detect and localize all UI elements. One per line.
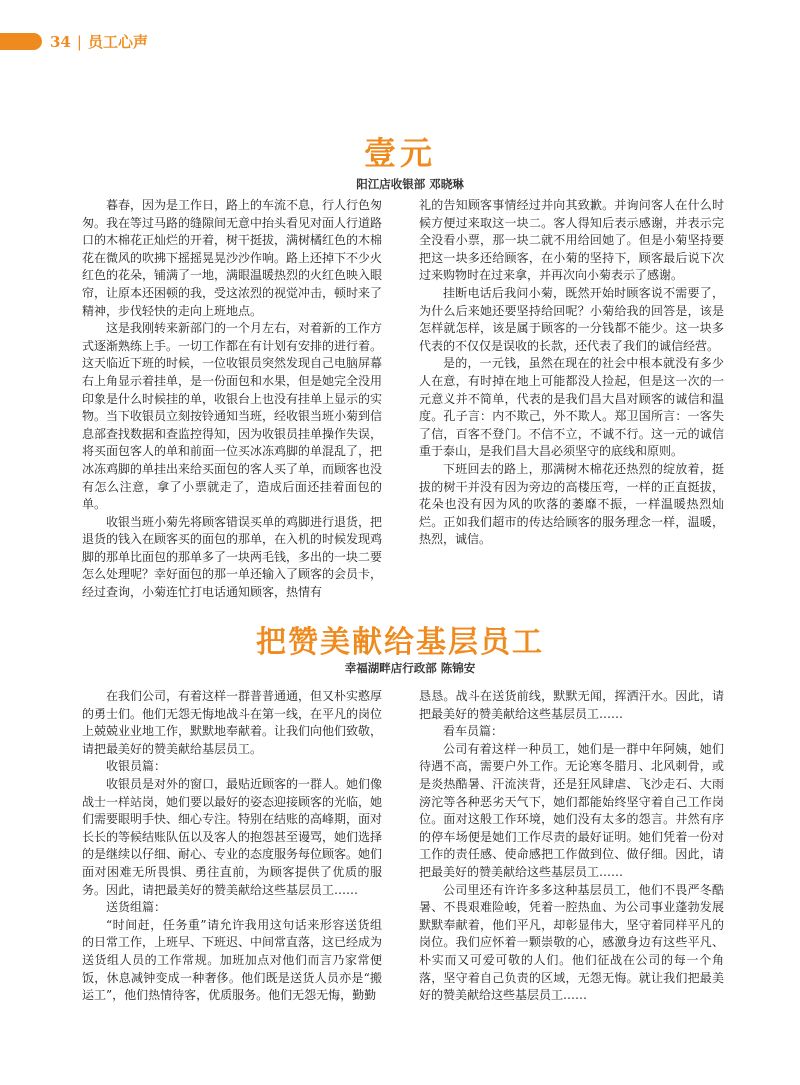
page-header <box>50 31 148 52</box>
paragraph: 收银员是对外的窗口，最贴近顾客的一群人。她们像战士一样站岗，她们要以最好的姿态迎接顾客的光临，她们需要眼明手快、细心专注。特别在结账的高峰期，面对长长的等候结账队伍以及客人的抱怨甚至谩骂，她们选择的是继续以仔细、耐心、专业的态度服务每位顾客。她们面对困难无所畏惧、勇往直前，为顾客提供了优质的服务。因此，请把最美好的赞美献给这些基层员工…… <box>82 776 383 897</box>
header-accent-bar <box>0 33 42 50</box>
paragraph: 挂断电话后我问小菊，既然开始时顾客说不需要了，为什么后来她还要坚持给回呢？小菊给我的回答是，该是怎样就怎样，该是属于顾客的一分钱都不能少。这一块多代表的不仅仅是误收的长款，还代表了我们的诚信经营。 <box>419 285 724 353</box>
paragraph: 恳恳。战斗在送货前线，默默无闻，挥洒汗水。因此，请把最美好的赞美献给这些基层员工…… <box>419 689 724 721</box>
subheading: 收银员篇： <box>106 759 167 774</box>
article2-left-column <box>82 688 382 1005</box>
article1-byline: 阳江店收银部 邓晓琳 <box>356 177 464 191</box>
paragraph: 公司有着这样一种员工，她们是一群中年阿姨，她们待遇不高，需要户外工作。无论寒冬腊月、北风刺骨，或是炎热酷暑、汗流浃背，还是狂风肆虐、飞沙走石、大雨滂沱等各种恶劣天气下，她们都能始终坚守着自己工作岗位。面对这般工作环境，她们没有太多的怨言。井然有序的停车场便是她们工作尽责的最好证明。她们凭着一份对工作的责任感、使命感把工作做到位、做仔细。因此，请把最美好的赞美献给这些基层员工…… <box>419 741 724 879</box>
article1-title: 壹元 <box>363 134 436 172</box>
paragraph: 暮春，因为是工作日，路上的车流不息，行人行色匆匆。我在等过马路的缝隙间无意中抬头看见对面人行道路口的木棉花正灿烂的开着，树干挺拔，满树橘红色的木棉花在微风的吹拂下摇摇晃晃沙沙作响。路上还掉下不少火红色的花朵，铺满了一地，满眼温暖热烈的火红色映入眼帘，让原本还困顿的我，受这浓烈的视觉冲击，顿时来了精神，步伐轻快的走向上班地点。 <box>82 198 383 318</box>
paragraph: 礼的告知顾客事情经过并向其致歉。并询问客人在什么时候方便过来取这一块二。客人得知后表示感谢，并表示完全没看小票，那一块二就不用给回她了。但是小菊坚持要把这一块多还给顾客，在小菊的坚持下，顾客最后说下次过来购物时在过来拿，并再次向小菊表示了感谢。 <box>419 198 724 283</box>
subheading: 送货组篇： <box>106 900 167 915</box>
header-separator: | <box>76 33 82 51</box>
paragraph: “时间赶，任务重”请允许我用这句话来形容送货组的日常工作，上班早、下班迟、中间常直落，这已经成为送货组人员的工作常规。加班加点对他们而言乃家常便饭，休息减钟变成一种奢侈。他们既是送货人员亦是“搬运工”，他们热情待客，优质服务。他们无怨无悔，勤勤 <box>82 917 383 1003</box>
paragraph: 这是我刚转来新部门的一个月左右，对着新的工作方式逐渐熟练上手。一切工作都在有计划有安排的进行着。这天临近下班的时候，一位收银员突然发现自己电脑屏幕右上角显示着挂单，是一份面包和水果，但是她完全没用印象是什么时候挂的单，收银台上也没有挂单上显示的实物。当下收银员立刻按铃通知当班，经收银当班小菊到信息部查找数据和查监控得知，因为收银员挂单操作失误，将买面包客人的单和前面一位买冰冻鸡脚的单混乱了，把冰冻鸡脚的单挂出来给买面包的客人买了单，而顾客也没有怎么注意，拿了小票就走了，造成后面还挂着面包的单。 <box>82 321 383 512</box>
article1-left-column <box>82 197 382 602</box>
page-number: 34 <box>50 33 71 51</box>
article2-right-column <box>419 688 724 1005</box>
paragraph: 收银当班小菊先将顾客错误买单的鸡脚进行退货，把退货的钱入在顾客买的面包的那单，在入机的时候发现鸡脚的那单比面包的那单多了一块两毛钱，多出的一块二要怎么处理呢？幸好面包的那一单还输入了顾客的会员卡，经过查询，小菊连忙打电话通知顾客，热情有 <box>82 514 383 600</box>
section-title: 员工心声 <box>87 33 148 51</box>
subheading: 看车员篇： <box>443 724 504 739</box>
paragraph: 是的，一元钱，虽然在现在的社会中根本就没有多少人在意，有时掉在地上可能都没人捡起，但是这一次的一元意义并不简单，代表的是我们昌大昌对顾客的诚信和温度。孔子言：内不欺己，外不欺人。郑卫国所言：一客失了信，百客不登门。不信不立，不诚不行。这一元的诚信重于泰山，是我们昌大昌必须坚守的底线和原则。 <box>419 356 724 459</box>
paragraph: 下班回去的路上，那满树木棉花还热烈的绽放着，挺拔的树干并没有因为旁边的高楼压弯，一样的正直挺拔，花朵也没有因为风的吹落的萎靡不振，一样温暖热烈灿烂。正如我们超市的传达给顾客的服务理念一样，温暖，热烈，诚信。 <box>419 461 724 547</box>
article2-title: 把赞美献给基层员工 <box>256 625 544 660</box>
article2-byline: 幸福湖畔店行政部 陈锦安 <box>344 661 476 675</box>
paragraph: 公司里还有许许多多这种基层员工，他们不畏严冬酷暑、不畏艰难险峻，凭着一腔热血、为公司事业蓬勃发展默默奉献着，他们平凡，却彰显伟大，坚守着同样平凡的岗位。我们应怀着一颗崇敬的心，感激身边有这些平凡、朴实而又可爱可敬的人们。他们征战在公司的每一个角落，坚守着自己负责的区域，无怨无悔。就让我们把最美好的赞美献给这些基层员工…… <box>419 882 724 1003</box>
article1-right-column <box>419 197 724 549</box>
paragraph: 在我们公司，有着这样一群普普通通，但又朴实憨厚的勇士们。他们无怨无悔地战斗在第一线，在平凡的岗位上兢兢业业地工作，默默地奉献着。让我们向他们致敬，请把最美好的赞美献给基层员工。 <box>82 689 383 756</box>
